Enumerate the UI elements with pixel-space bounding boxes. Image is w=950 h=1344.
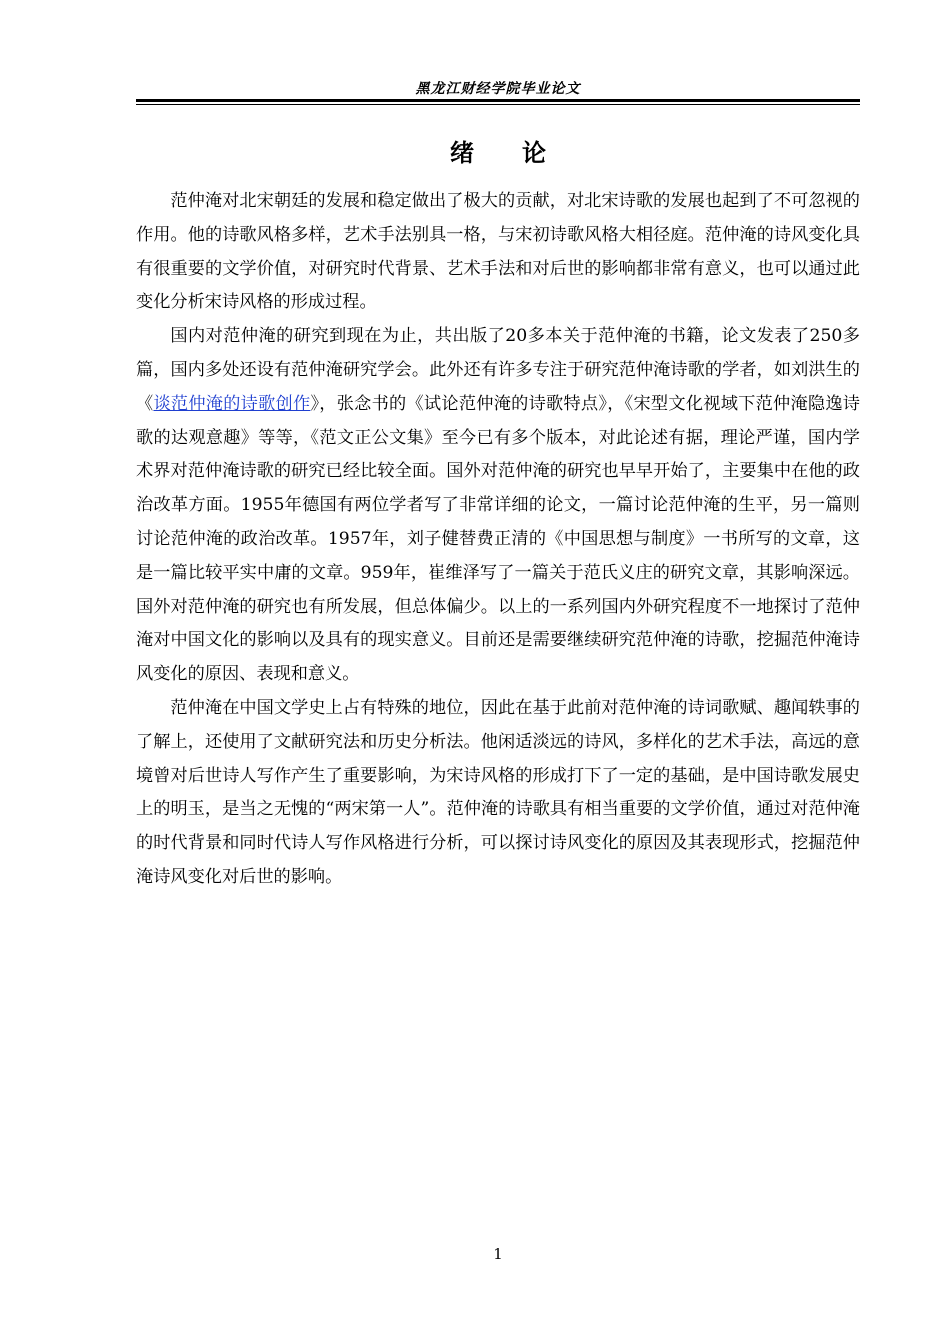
body-text bbox=[136, 185, 860, 895]
paragraph-2-after-link: 》，张念书的《试论范仲淹的诗歌特点》，《宋型文化视域下范仲淹隐逸诗歌的达观意趣》等等，《范文正公文集》至今已有多个版本，对此论述有据，理论严谨，国内学术界对范仲淹诗歌的研究已经比较全面。国外对范仲淹的研究也早早开始了，主要集中在他的政治改革方面。1955年德国有两位学者写了非常详细的论文，一篇讨论范仲淹的生平，另一篇则讨论范仲淹的政治改革。1957年，刘子健替费正清的《中国思想与制度》一书所写的文章，这是一篇比较平实中庸的文章。959年，崔维泽写了一篇关于范氏义庄的研究文章，其影响深远。国外对范仲淹的研究也有所发展，但总体偏少。以上的一系列国内外研究程度不一地探讨了范仲淹对中国文化的影响以及具有的现实意义。目前还是需要继续研究范仲淹的诗歌，挖掘范仲淹诗风变化的原因、表现和意义。 bbox=[136, 393, 860, 685]
paragraph-2-before-link: 国内对范仲淹的研究到现在为止，共出版了20多本关于范仲淹的书籍，论文发表了250多篇，国内多处还设有范仲淹研究学会。此外还有许多专注于研究范仲淹诗歌的学者，如刘洪生的《 bbox=[136, 326, 860, 414]
running-header: 黑龙江财经学院毕业论文 bbox=[415, 81, 581, 97]
paragraph-3: 范仲淹在中国文学史上占有特殊的地位，因此在基于此前对范仲淹的诗词歌赋、趣闻轶事的了解上，还使用了文献研究法和历史分析法。他闲适淡远的诗风，多样化的艺术手法，高远的意境曾对后世诗人写作产生了重要影响，为宋诗风格的形成打下了一定的基础，是中国诗歌发展史上的明玉，是当之无愧的“两宋第一人”。范仲淹的诗歌具有相当重要的文学价值，通过对范仲淹的时代背景和同时代诗人写作风格进行分析，可以探讨诗风变化的原因及其表现形式，挖掘范仲淹诗风变化对后世的影响。 bbox=[136, 697, 860, 887]
paragraph-1: 范仲淹对北宋朝廷的发展和稳定做出了极大的贡献，对北宋诗歌的发展也起到了不可忽视的作用。他的诗歌风格多样，艺术手法别具一格，与宋初诗歌风格大相径庭。范仲淹的诗风变化具有很重要的文学价值，对研究时代背景、艺术手法和对后世的影响都非常有意义，也可以通过此变化分析宋诗风格的形成过程。 bbox=[136, 191, 860, 313]
header-rule-thin bbox=[136, 104, 860, 105]
chapter-title: 绪论 bbox=[450, 139, 594, 167]
header-rule-thick bbox=[136, 99, 860, 102]
paragraph-2 bbox=[136, 320, 860, 692]
reference-link[interactable]: 谈范仲淹的诗歌创作 bbox=[153, 393, 311, 414]
page-number: 1 bbox=[493, 1245, 503, 1263]
